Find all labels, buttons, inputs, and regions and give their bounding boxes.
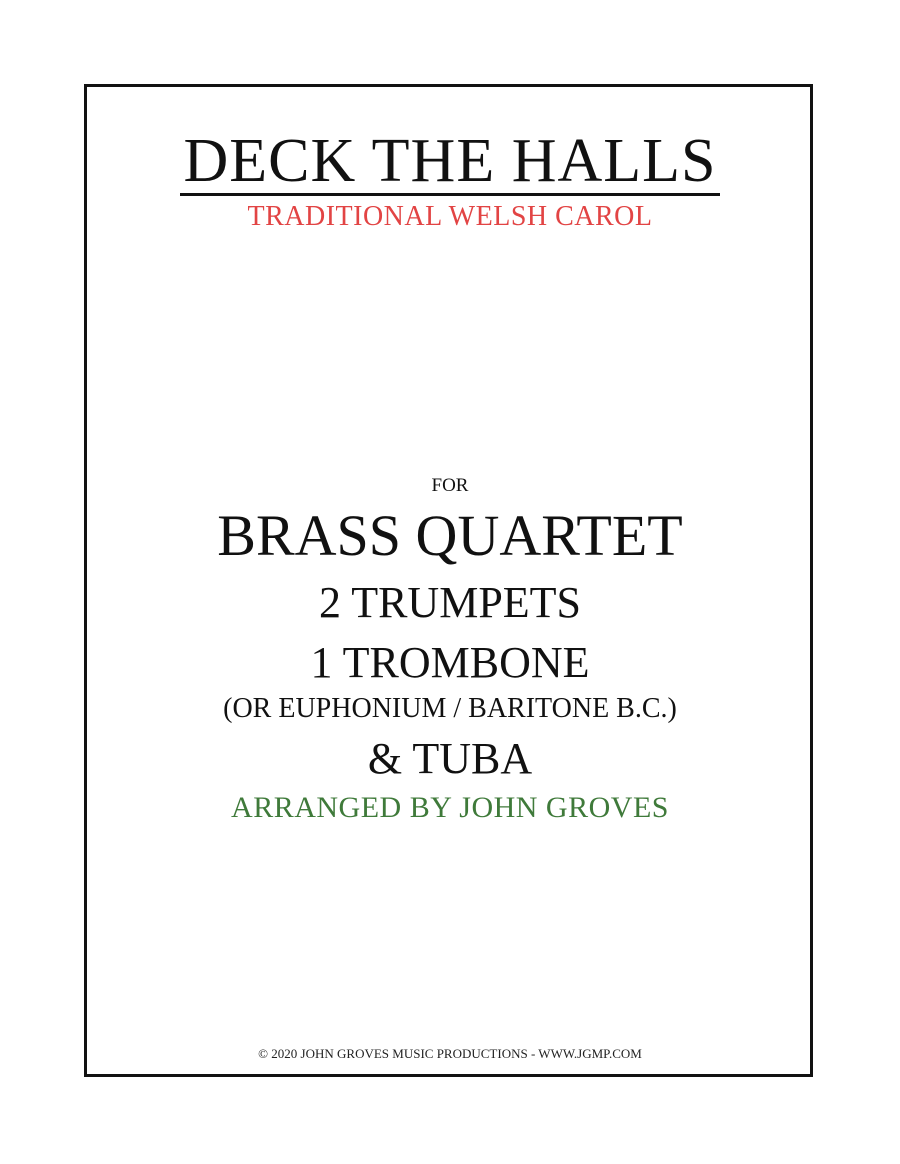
arranger-credit: ARRANGED BY JOHN GROVES — [231, 791, 669, 824]
subtitle: TRADITIONAL WELSH CAROL — [247, 201, 653, 232]
instrument-trumpets: 2 TRUMPETS — [318, 578, 582, 627]
instrument-alternative-note: (OR EUPHONIUM / BARITONE B.C.) — [223, 693, 677, 724]
instrument-trombone: 1 TROMBONE — [310, 638, 590, 687]
copyright-notice: © 2020 JOHN GROVES MUSIC PRODUCTIONS - WWW.JGMP.COM — [258, 1046, 642, 1061]
ensemble-name: BRASS QUARTET — [217, 503, 683, 568]
instrument-tuba: & TUBA — [367, 734, 533, 783]
title-text: DECK THE HALLS — [180, 129, 721, 196]
title — [0, 126, 900, 196]
for-label: FOR — [431, 475, 469, 496]
